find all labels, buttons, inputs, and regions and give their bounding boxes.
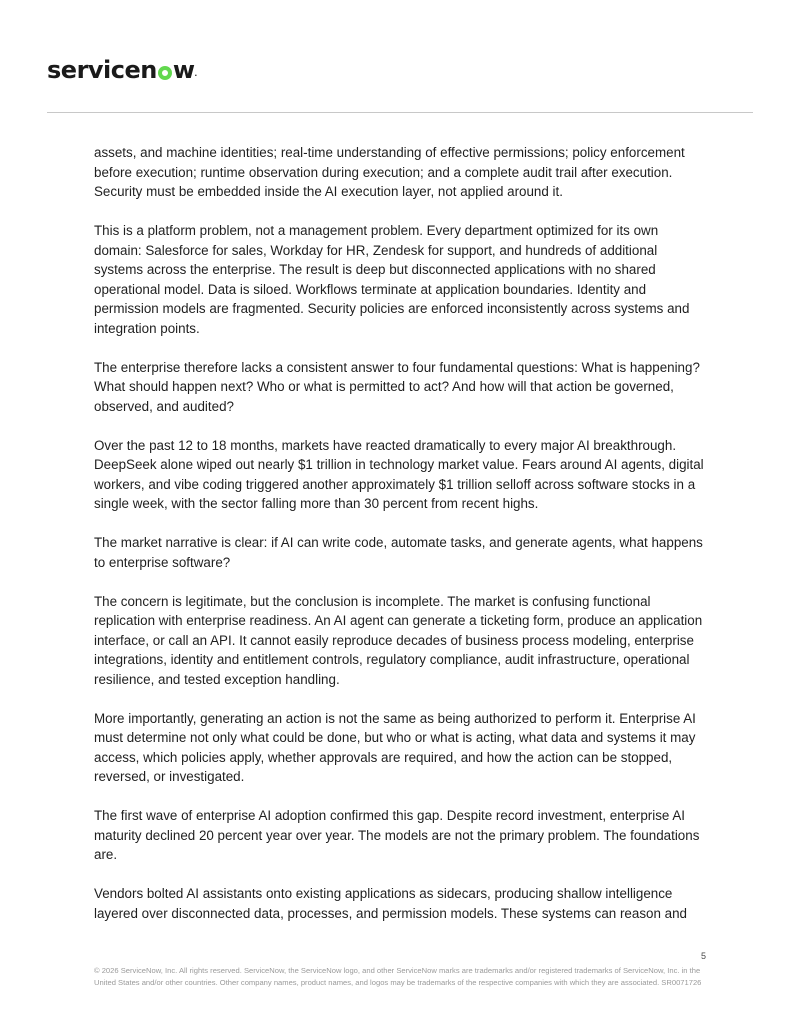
paragraph: The market narrative is clear: if AI can write code, automate tasks, and generate agents, what happens to enterprise software?	[94, 535, 703, 570]
paragraph: This is a platform problem, not a management problem. Every department optimized for its own domain: Salesforce for sales, Workday for HR, Zendesk for support, and hundreds of additional systems across the enterprise. The result is deep but disconnected applications with no shared operational model. Data is siloed. Workflows terminate at application boundaries. Identity and permission models are fragmented. Security policies are enforced inconsistently across systems and integration points.	[94, 223, 690, 336]
document-body	[94, 143, 706, 943]
servicenow-logo	[47, 56, 197, 88]
copyright-footer: © 2026 ServiceNow, Inc. All rights reserved. ServiceNow, the ServiceNow logo, and other ServiceNow marks are trademarks and/or registered trademarks of ServiceNow, Inc. in the United States and/or other countries. Other company names, product names, and logos may be trademarks of the respective companies with which they are associated. SR0071726	[94, 966, 702, 987]
paragraph: The enterprise therefore lacks a consistent answer to four fundamental questions: What is happening? What should happen next? Who or what is permitted to act? And how will that action be governed, observed, and audited?	[94, 359, 700, 414]
paragraph: The concern is legitimate, but the conclusion is incomplete. The market is confusing functional replication with enterprise readiness. An AI agent can generate a ticketing form, produce an application interface, or call an API. It cannot easily reproduce decades of business process modeling, enterprise integrations, identity and entitlement controls, regulatory compliance, audit infrastructure, operational resilience, and tested exception handling.	[94, 593, 703, 687]
paragraph: Vendors bolted AI assistants onto existing applications as sidecars, producing shallow intelligence layered over disconnected data, processes, and permission models. These systems can reason and	[94, 886, 687, 921]
logo-text-prefix: servicen	[47, 56, 157, 84]
paragraph: Over the past 12 to 18 months, markets have reacted dramatically to every major AI breakthrough. DeepSeek alone wiped out nearly $1 trillion in technology market value. Fears around AI agents, digital workers, and vibe coding triggered another approximately $1 trillion selloff across software stocks in a single week, with the sector falling more than 30 percent from recent highs.	[94, 437, 704, 511]
page-number: 5	[700, 951, 706, 961]
logo-trademark: .	[194, 70, 197, 78]
page-header	[47, 56, 197, 86]
paragraph: More importantly, generating an action is not the same as being authorized to perform it. Enterprise AI must determine not only what could be done, but who or what is acting, what data and systems it may access, which policies apply, whether approvals are required, and how the action can be stopped, reversed, or investigated.	[94, 710, 696, 784]
logo-text-suffix: w	[172, 56, 195, 84]
logo-o-icon	[158, 66, 172, 80]
paragraph: assets, and machine identities; real-time understanding of effective permissions; policy enforcement before execution; runtime observation during execution; and a complete audit trail after execution. Security must be embedded inside the AI execution layer, not applied around it.	[94, 145, 685, 199]
paragraph: The first wave of enterprise AI adoption confirmed this gap. Despite record investment, enterprise AI maturity declined 20 percent year over year. The models are not the primary problem. The foundations are.	[94, 808, 700, 862]
header-divider	[47, 112, 753, 113]
